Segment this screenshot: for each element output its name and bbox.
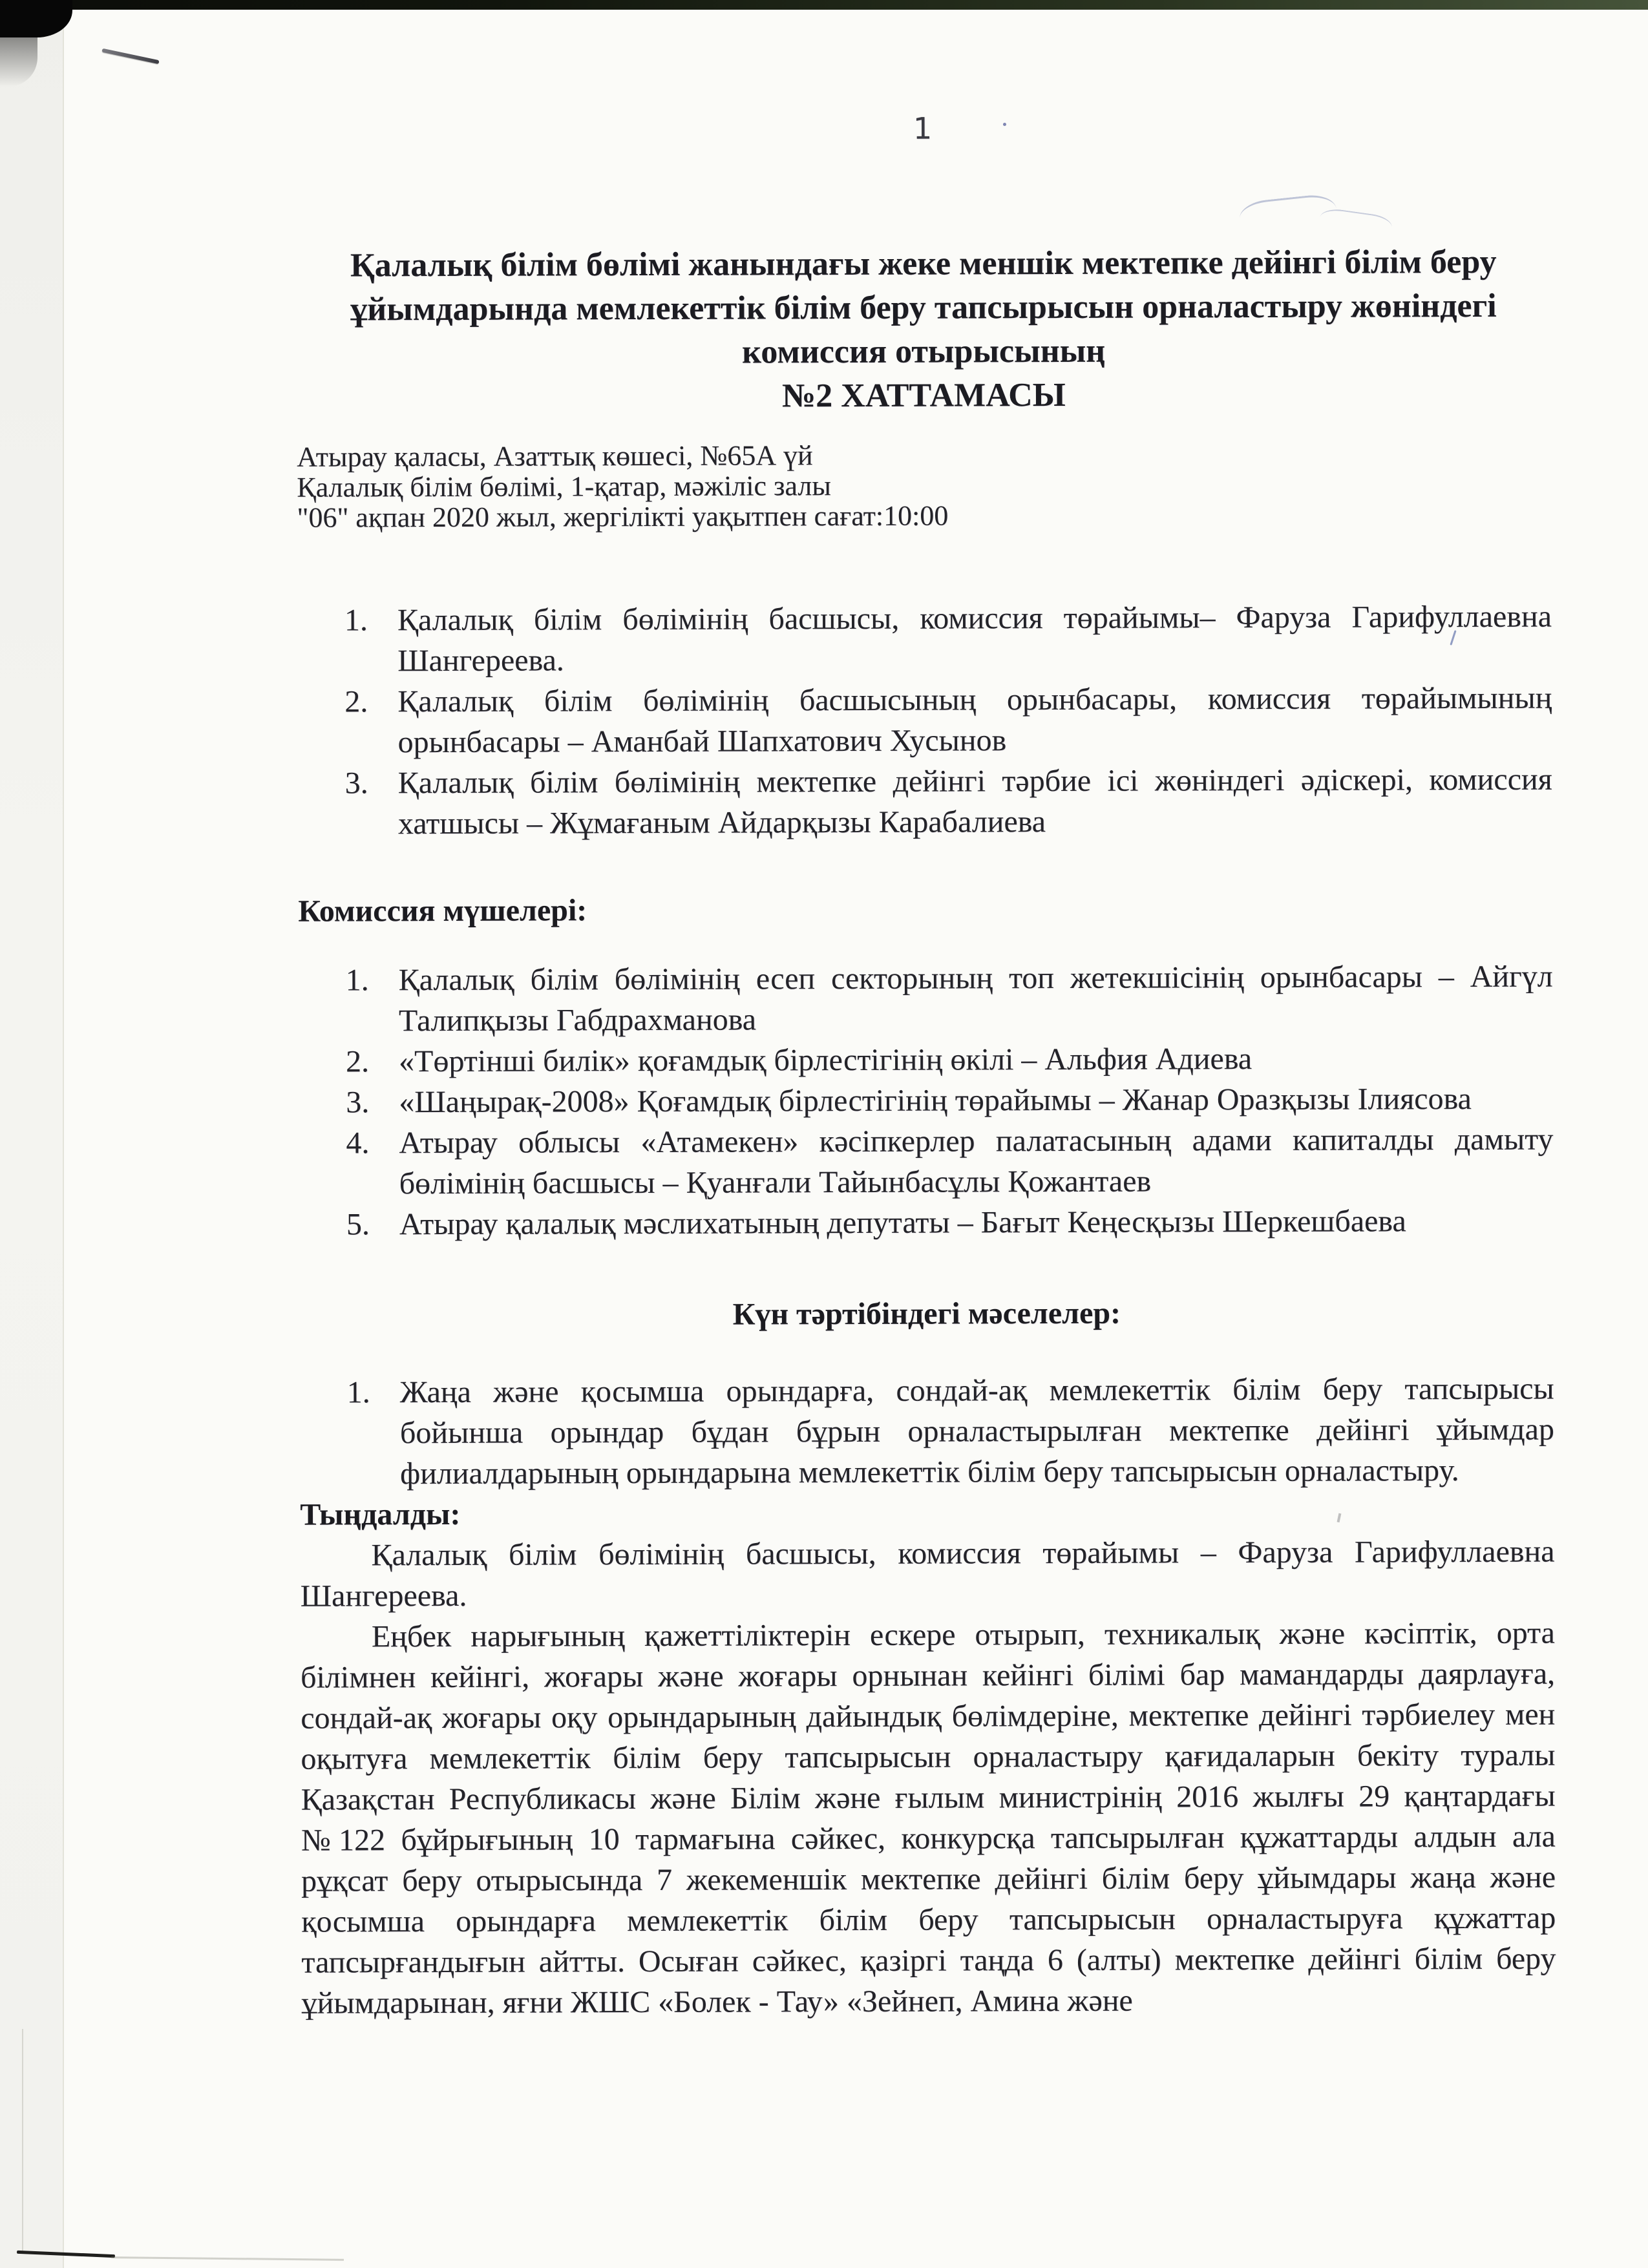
title-line: комиссия отырысының [742, 332, 1106, 371]
members-heading: Комиссия мүшелері: [298, 893, 587, 929]
venue-line: Атырау қаласы, Азаттық көшесі, №65А үй [297, 439, 813, 473]
agenda-list [300, 1369, 1555, 1495]
body-paragraph: Еңбек нарығының қажеттіліктерін ескере отырып, техникалық және кәсіптік, орта білімнен кейінгі, жоғары және жоғары орнынан кейінгі білімі бар мамандарды даярлауға, сондай-ақ жоғары оқу орындарының дайындық бөлімдеріне, мектепке дейінгі тәрбиелеу мен оқытуға мемлекеттік білім беру тапсырысын орналастыру қағидаларын бекіту туралы Қазақстан Республикасы және Білім және ғылым министрінің 2016 жылғы 29 қаңтардағы №122 бұйрығының 10 тармағына сәйкес, конкурсқа тапсырылған құжаттарды алдын ала рұқсат беру отырысында 7 жекеменшік мектепке дейінгі білім беру ұйымдары жаңа және қосымша орындарға мемлекеттік білім беру тапсырысын орналастыруға құжаттар тапсырғандығын айтты. Осыған сәйкес, қазіргі таңда 6 (алты) мектепке дейінгі білім беру ұйымдарынан, яғни ЖШС «Болек - Тау» «Зейнеп, Амина және [301, 1615, 1556, 2021]
title-line: №2 ХАТТАМАСЫ [781, 376, 1066, 415]
document-content [63, 7, 1648, 2024]
venue-block [297, 438, 1551, 533]
presidium-item: Қалалық білім бөлімінің мектепке дейінгі тәрбие ісі жөніндегі әдіскері, комиссия хатшысы – Жұмағаным Айдарқызы Карабалиева [397, 762, 1552, 841]
paper-bottom-edge-faint [111, 2256, 344, 2261]
member-item: Атырау қалалық мәслихатының депутаты – Бағыт Кеңесқызы Шеркешбаева [399, 1204, 1406, 1242]
title-line: Қалалық білім бөлімі жанындағы жеке меншік мектепке дейінгі білім беру [350, 243, 1497, 284]
members-list [299, 956, 1554, 1245]
agenda-item: Жаңа және қосымша орындарға, сондай-ақ мемлекеттік білім беру тапсырысы бойынша орындар бұдан бұрын орналастырылған мектепке дейінгі ұйымдар филиалдарының орындарына мемлекеттік білім беру тапсырысын орналастыру. [399, 1371, 1554, 1491]
title-line: ұйымдарында мемлекеттік білім беру тапсырысын орналастыру жөніндегі [350, 287, 1497, 328]
presidium-item: Қалалық білім бөлімінің басшысының орынбасары, комиссия төрайымының орынбасары – Аманбай Шапхатович Хусынов [397, 680, 1552, 760]
heard-paragraphs [300, 1531, 1556, 2024]
paper-crease [22, 2029, 23, 2252]
member-item: «Төртінші билік» қоғамдық бірлестігінің өкілі – Альфия Адиева [399, 1042, 1252, 1079]
venue-line: "06" ақпан 2020 жыл, жергілікті уақытпен сағат:10:00 [297, 499, 949, 534]
member-item: Қалалық білім бөлімінің есеп секторының топ жетекшісінің орынбасары – Айгүл Талипқызы Габдрахманова [398, 959, 1553, 1038]
venue-line: Қалалық білім бөлімі, 1-қатар, мәжіліс залы [297, 470, 831, 503]
agenda-heading: Күн тәртібіндегі мәселелер: [732, 1296, 1121, 1332]
paper-left-edge [0, 0, 64, 2268]
document-title [296, 240, 1551, 420]
heard-heading: Тыңдалды: [300, 1496, 461, 1532]
member-item: «Шаңырақ-2008» Қоғамдық бірлестігінің төрайымы – Жанар Оразқызы Ілиясова [399, 1082, 1472, 1120]
page-number: 1 [913, 110, 933, 146]
presidium-list [297, 596, 1552, 845]
member-item: Атырау облысы «Атамекен» кәсіпкерлер палатасының адами капиталды дамыту бөлімінің басшысы – Қуанғали Тайынбасұлы Қожантаев [399, 1122, 1554, 1201]
body-paragraph: Қалалық білім бөлімінің басшысы, комиссия төрайымы – Фаруза Гарифуллаевна Шангереева. [300, 1534, 1555, 1613]
presidium-item: Қалалық білім бөлімінің басшысы, комиссия төрайымы– Фаруза Гарифуллаевна Шангереева. [397, 599, 1552, 678]
